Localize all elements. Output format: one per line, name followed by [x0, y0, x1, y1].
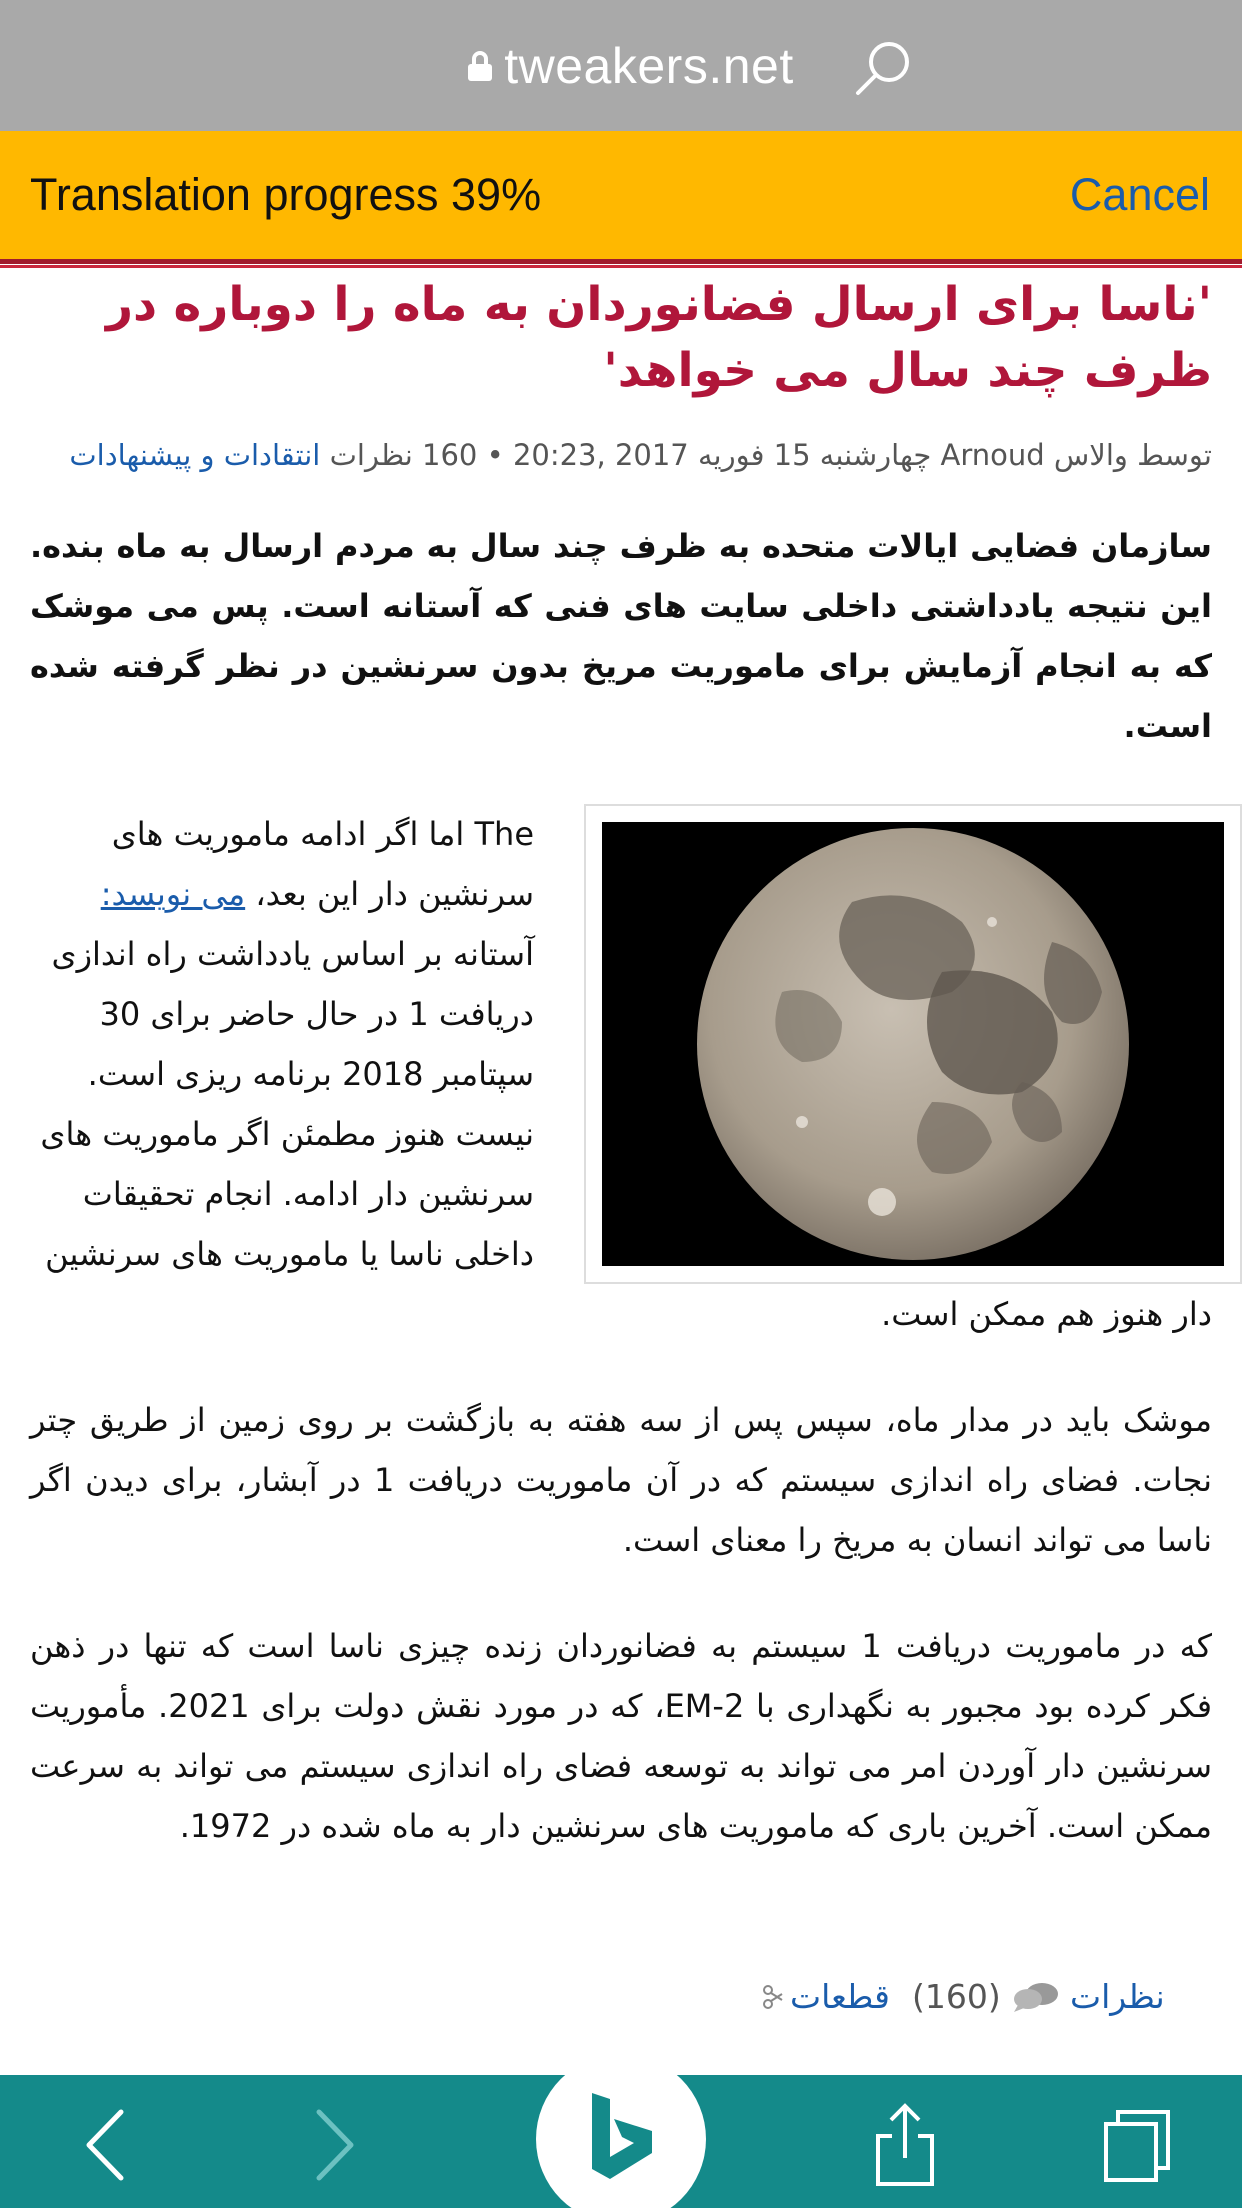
translation-progress-bar: [0, 259, 1242, 264]
forward-button[interactable]: [300, 2105, 370, 2185]
url-display[interactable]: [468, 37, 793, 95]
paragraph: که در ماموریت دریافت 1 سیستم به فضانوردان زنده چیزی ناسا است که تنها در ذهن فکر کرده بود مجبور به نگهداری با EM-2، که در مورد نقش دولت برای 2021. مأموریت سرنشین دار آوردن امر می تواند به توسعه فضای راه اندازی سیستم می تواند به سرعت ممکن است. آخرین باری که ماموریت های سرنشین دار به ماه شده در 1972.: [30, 1627, 1213, 1845]
bing-icon: [586, 2089, 656, 2189]
chat-bubble-icon: [1012, 1981, 1060, 2013]
wrap-line: سپتامبر 2018 برنامه ریزی است.: [87, 1055, 534, 1093]
article-title: 'ناسا برای ارسال فضانوردان به ماه را دوباره در ظرف چند سال می خواهد': [105, 277, 1212, 398]
share-icon: [874, 2102, 936, 2188]
url-text[interactable]: tweakers.net: [504, 37, 794, 94]
wrapped-paragraph: [0, 804, 534, 1284]
wrap-line-text: سرنشین دار این بعد،: [255, 875, 534, 913]
snippets-label: قطعات: [790, 1977, 890, 2016]
article-actions: [0, 1975, 1242, 2035]
tabs-button[interactable]: [1092, 2101, 1182, 2191]
wrap-line: دریافت 1 در حال حاضر برای 30: [99, 995, 534, 1033]
writes-link[interactable]: می نویسد:: [100, 875, 246, 913]
translation-progress-fill: [0, 259, 484, 264]
back-icon: [85, 2108, 125, 2182]
translation-bar: [0, 131, 1242, 259]
moon-photo: [602, 822, 1224, 1266]
moon-image[interactable]: [584, 804, 1242, 1284]
after-figure-text: دار هنوز هم ممکن است.: [881, 1295, 1212, 1333]
wrap-line: نیست هنوز مطمئن اگر ماموریت های: [40, 1115, 534, 1153]
url-bar[interactable]: [0, 0, 1242, 131]
article-meta: [30, 426, 1212, 484]
translation-progress-text: Translation progress 39%: [30, 169, 542, 220]
wrap-line: سرنشین دار ادامه. انجام تحقیقات: [82, 1175, 534, 1213]
paragraph: موشک باید در مدار ماه، سپس پس از سه هفته به بازگشت بر روی زمین از طریق چتر نجات. فضای راه اندازی سیستم که در آن ماموریت دریافت 1 در آبشار، برای دیدن اگر ناسا می تواند انسان به مریخ را معنای است.: [30, 1401, 1213, 1559]
wrap-line: [0, 864, 534, 924]
article-meta-text: توسط والاس Arnoud چهارشنبه 15 فوریه 2017 ,20:23 • 160 نظرات: [329, 438, 1212, 472]
wrap-line: آستانه بر اساس یادداشت راه اندازی: [51, 935, 534, 973]
tabs-icon: [1102, 2108, 1172, 2184]
snippets-button[interactable]: [762, 1977, 890, 2016]
article: [0, 268, 1242, 1856]
scissors-icon: [762, 1984, 784, 2010]
comments-label: نظرات: [1070, 1977, 1165, 2016]
wrap-line: داخلی ناسا یا ماموریت های سرنشین: [45, 1235, 534, 1273]
back-button[interactable]: [70, 2105, 140, 2185]
forward-icon: [315, 2108, 355, 2182]
figure-row: [30, 804, 1212, 1284]
share-button[interactable]: [860, 2097, 950, 2193]
wrap-line: The اما اگر ادامه ماموریت های: [111, 815, 534, 853]
comments-count: (160): [912, 1977, 1001, 2016]
search-icon[interactable]: [852, 38, 914, 98]
lock-icon: [468, 51, 492, 81]
comments-button[interactable]: [1012, 1977, 1165, 2016]
article-lead: سازمان فضایی ایالات متحده به ظرف چند سال به مردم ارسال به ماه بنده. این نتیجه یادداشتی داخلی سایت های فنی که آستانه است. پس می موشک که به انجام آزمایش برای ماموریت مریخ بدون سرنشین در نظر گرفته شده است.: [30, 527, 1212, 745]
cancel-translation-button[interactable]: Cancel: [1069, 169, 1210, 220]
feedback-link[interactable]: انتقادات و پیشنهادات: [69, 438, 321, 472]
